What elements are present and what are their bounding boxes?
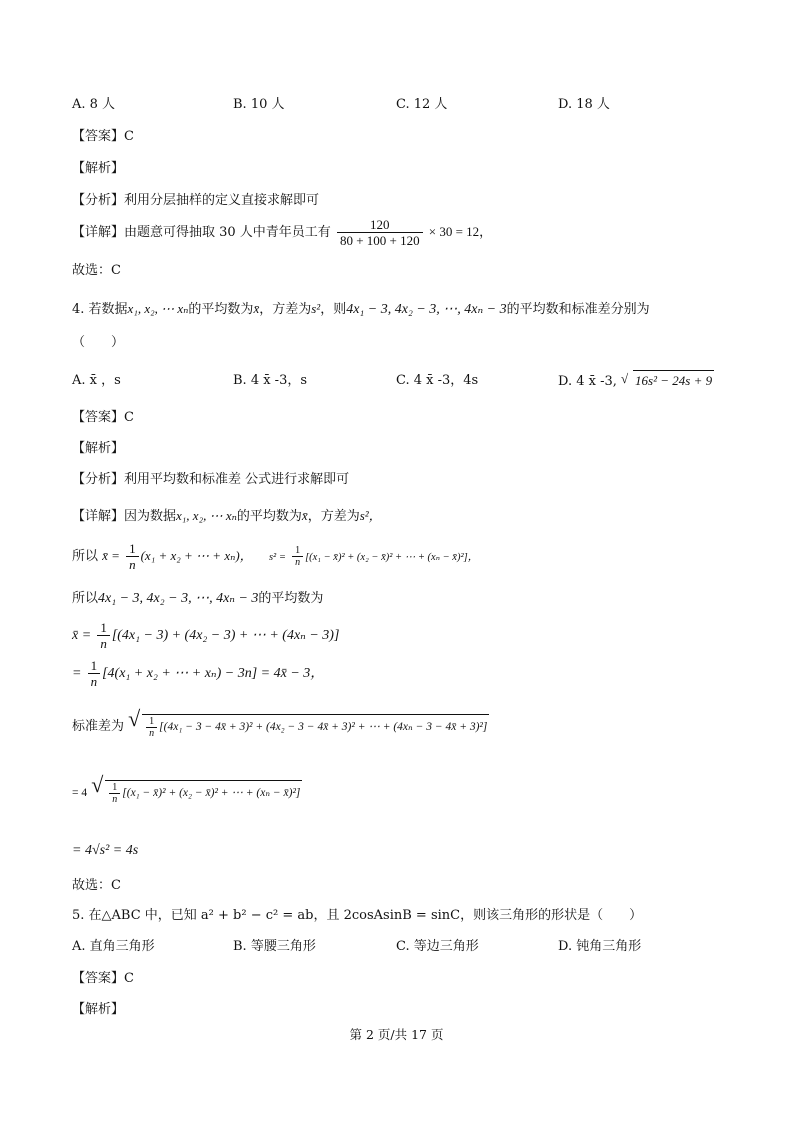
q5-option-c: C. 等边三角形 bbox=[396, 939, 479, 954]
q4-option-b: B. 4 x̄ -3，s bbox=[233, 373, 308, 388]
q4-mean-rhs: (x₁ + x₂ + ⋯ + xₙ)， bbox=[140, 548, 253, 563]
q4-sd bbox=[72, 706, 489, 739]
q5-option-a: A. 直角三角形 bbox=[72, 939, 155, 954]
q3-option-c: C. 12 人 bbox=[396, 97, 448, 112]
q4-eq1-lhs: x̄ = bbox=[72, 628, 92, 643]
q3-option-a: A. 8 人 bbox=[72, 97, 116, 112]
q4-sd-frac: $\frac{1}{n}$ bbox=[146, 716, 157, 739]
q4-sd2-body: [(x₁ − x̄)² + (x₂ − x̄)² + ⋯ + (xₙ − x̄)²] bbox=[122, 787, 301, 800]
q4-so2-seq: 4x₁ − 3, 4x₂ − 3, ⋯, 4xₙ − 3 bbox=[98, 591, 259, 606]
q4-eq2-lhs: = bbox=[72, 666, 82, 681]
q4-var-lhs: s² = bbox=[268, 552, 286, 563]
q4-eq1 bbox=[72, 620, 339, 651]
q4-sd2-frac: $\frac{1}{n}$ bbox=[109, 782, 120, 805]
q4-option-d-sqrt: √ 16s² − 24s + 9 bbox=[621, 371, 713, 388]
q4-so-prefix: 所以 bbox=[72, 549, 99, 564]
q3-analysis-tag: 【解析】 bbox=[72, 161, 125, 176]
q4-sd3: = 4√s² = 4s bbox=[72, 843, 139, 858]
q4-stem-mid3: ，则 bbox=[320, 302, 347, 317]
q4-detail-mid1: 的平均数为 bbox=[236, 509, 302, 524]
q4-fenxi: 【分析】利用平均数和标准差 公式进行求解即可 bbox=[72, 472, 350, 487]
q4-stem-mean: x̄ bbox=[253, 301, 260, 316]
q4-stem-mid2: ，方差为 bbox=[259, 302, 312, 317]
q4-eq2-frac: $\frac{1}{n}$ bbox=[88, 658, 101, 689]
q4-var-frac: $\frac{1}{n}$ bbox=[292, 545, 303, 568]
q4-option-a: A. x̄ ，s bbox=[72, 373, 121, 388]
q3-frac-tail: × 30 = 12， bbox=[428, 224, 493, 239]
q4-detail bbox=[72, 507, 382, 526]
q4-sd-sqrt: √ $\frac{1}{n}$ [(4x₁ − 3 − 4x̄ + 3)² + (4x₂ − 3 − 4x̄ + 3)² + ⋯ + (4xₙ − 3 − 4x̄ + 3)²] bbox=[128, 706, 488, 739]
q4-eq2 bbox=[72, 658, 324, 689]
q4-option-d-label: D. 4 x̄ -3, bbox=[558, 374, 617, 389]
q4-sd-label: 标准差为 bbox=[72, 719, 125, 735]
page-footer: 第 2 页/共 17 页 bbox=[349, 1027, 444, 1042]
q4-sd-body: [(4x₁ − 3 − 4x̄ + 3)² + (4x₂ − 3 − 4x̄ + 3)² + ⋯ + (4xₙ − 3 − 4x̄ + 3)²] bbox=[159, 721, 488, 734]
q4-so2-prefix: 所以 bbox=[72, 591, 99, 606]
q4-detail-mid2: ，方差为 bbox=[307, 509, 360, 524]
q4-sd2 bbox=[72, 772, 302, 805]
q4-answer: 【答案】C bbox=[72, 410, 134, 425]
q4-mean-lhs: x̄ = bbox=[102, 548, 120, 563]
q4-so2-tail: 的平均数为 bbox=[258, 591, 324, 606]
q5-stem: 5. 在△ABC 中，已知 a² + b² − c² = ab，且 2cosAsinB = sinC，则该三角形的形状是（ ） bbox=[72, 908, 643, 923]
q4-stem-prefix: 4. 若数据 bbox=[72, 302, 128, 317]
q4-var-rhs: [(x₁ − x̄)² + (x₂ − x̄)² + ⋯ + (xₙ − x̄)²]， bbox=[305, 552, 479, 563]
q3-detail-prefix: 【详解】由题意可得抽取 30 人中青年员工有 bbox=[72, 225, 331, 240]
q4-stem bbox=[72, 300, 650, 319]
q4-sd2-sqrt: √ $\frac{1}{n}$ [(x₁ − x̄)² + (x₂ − x̄)² + ⋯ + (xₙ − x̄)²] bbox=[91, 772, 301, 805]
q5-answer: 【答案】C bbox=[72, 971, 134, 986]
q4-analysis-tag: 【解析】 bbox=[72, 441, 125, 456]
q3-answer: 【答案】C bbox=[72, 129, 134, 144]
q3-fraction bbox=[337, 217, 423, 248]
q4-eq1-frac: $\frac{1}{n}$ bbox=[97, 620, 110, 651]
q4-detail-seq: x₁, x₂, ⋯ xₙ bbox=[176, 508, 237, 523]
q4-stem-var: s² bbox=[311, 301, 321, 316]
q4-detail-var: s²， bbox=[359, 508, 382, 523]
q4-option-c: C. 4 x̄ -3，4s bbox=[396, 373, 479, 388]
q4-stem-tail: 的平均数和标准差分别为 bbox=[506, 302, 650, 317]
q3-detail bbox=[72, 217, 492, 248]
q4-definitions bbox=[72, 541, 478, 572]
q4-eq1-rhs: [(4x₁ − 3) + (4x₂ − 3) + ⋯ + (4xₙ − 3)] bbox=[111, 628, 340, 643]
q5-option-b: B. 等腰三角形 bbox=[233, 939, 316, 954]
q4-sd2-lhs: = 4 bbox=[72, 787, 88, 800]
q3-frac-den: 80 + 100 + 120 bbox=[339, 233, 420, 248]
q3-conclusion: 故选：C bbox=[72, 263, 121, 278]
q3-option-d: D. 18 人 bbox=[558, 97, 610, 112]
q3-frac-num: 120 bbox=[337, 217, 423, 233]
q4-stem-seq2: 4x₁ − 3, 4x₂ − 3, ⋯, 4xₙ − 3 bbox=[346, 302, 507, 317]
q4-eq2-rhs: [4(x₁ + x₂ + ⋯ + xₙ) − 3n] = 4x̄ − 3， bbox=[102, 666, 325, 681]
q4-stem-paren: （ ） bbox=[72, 335, 125, 350]
q4-so2 bbox=[72, 590, 323, 608]
q5-option-d: D. 钝角三角形 bbox=[558, 939, 642, 954]
q4-stem-mid1: 的平均数为 bbox=[188, 302, 254, 317]
q3-fenxi: 【分析】利用分层抽样的定义直接求解即可 bbox=[72, 193, 320, 208]
q4-detail-prefix: 【详解】因为数据 bbox=[72, 509, 177, 524]
q4-option-d bbox=[558, 370, 714, 391]
q5-analysis-tag: 【解析】 bbox=[72, 1002, 125, 1017]
q4-mean-frac: $\frac{1}{n}$ bbox=[126, 541, 139, 572]
q4-detail-mean: x̄ bbox=[301, 508, 308, 523]
q4-conclusion: 故选：C bbox=[72, 878, 121, 893]
q3-option-b: B. 10 人 bbox=[233, 97, 285, 112]
q4-stem-seq: x₁, x₂, ⋯ xₙ bbox=[127, 301, 189, 316]
